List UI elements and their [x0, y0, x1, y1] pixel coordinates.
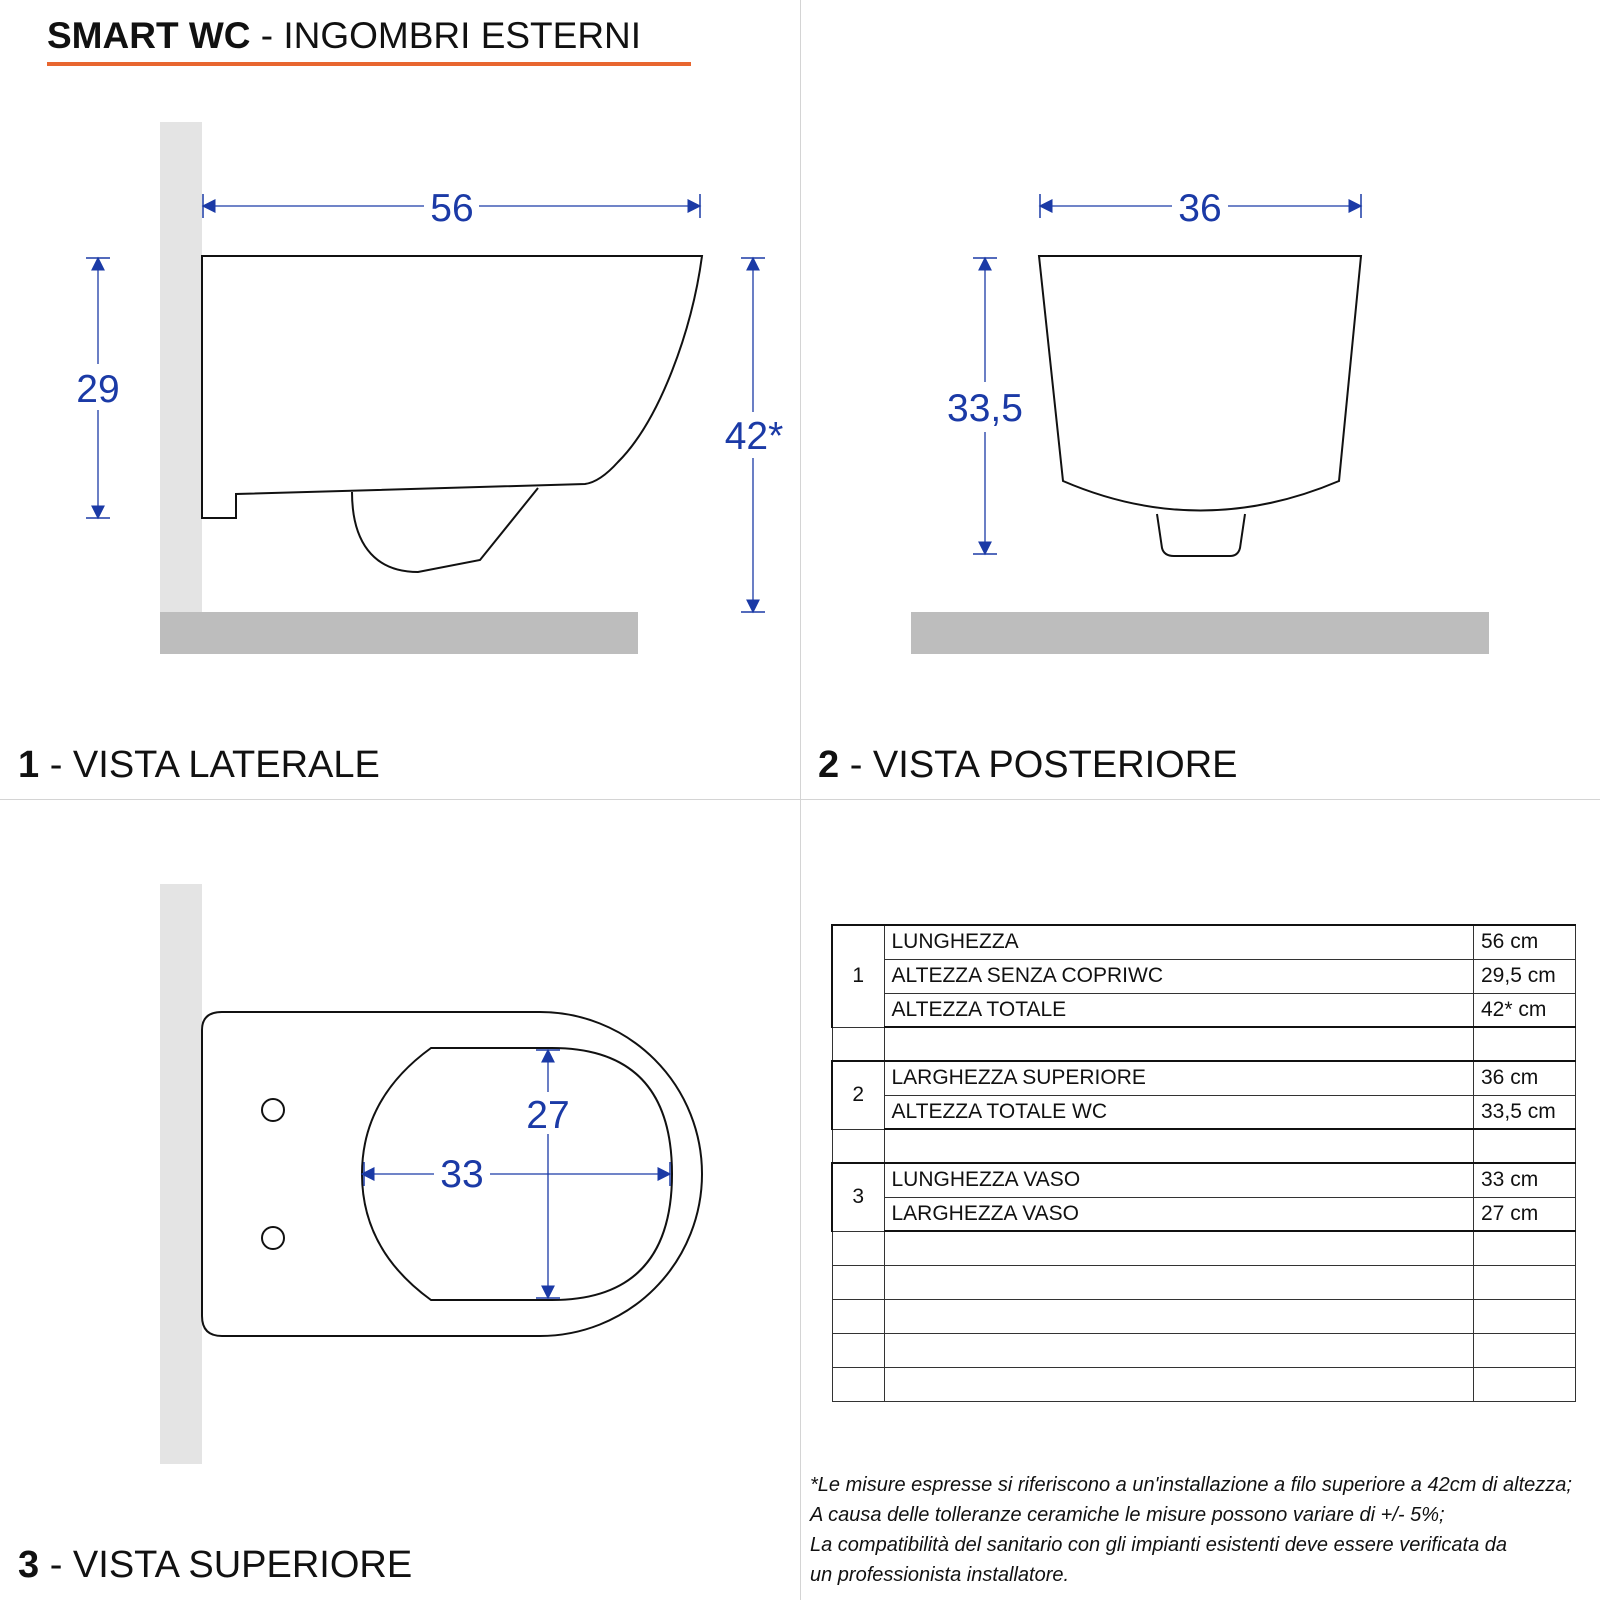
group-number: 1: [832, 925, 884, 1027]
rear-view: [911, 187, 1489, 654]
table-row: [832, 1197, 1576, 1231]
wc-rear-outlet: [1157, 514, 1245, 556]
title-brand: SMART WC: [47, 15, 251, 56]
footnote-line: *Le misure espresse si riferiscono a un'installazione a filo superiore a 42cm di altezza;: [810, 1474, 1572, 1496]
table-row: [832, 1095, 1576, 1129]
side-view: [76, 122, 783, 654]
title-separator: -: [250, 15, 284, 56]
view-label-top: 3 - VISTA SUPERIORE: [18, 1544, 413, 1586]
table-row: [832, 925, 1576, 959]
row-value: 33 cm: [1474, 1163, 1576, 1197]
dim-side-total-height: 42*: [724, 415, 784, 458]
fixing-hole: [262, 1099, 284, 1121]
table-row-empty: [832, 1265, 1576, 1299]
wc-rear-outline: [1039, 256, 1361, 511]
row-label: ALTEZZA TOTALE: [884, 993, 1474, 1027]
row-value: 29,5 cm: [1474, 959, 1576, 993]
footnote-line: La compatibilità del sanitario con gli impianti esistenti deve essere verificata da: [810, 1534, 1508, 1556]
row-label: LARGHEZZA SUPERIORE: [884, 1061, 1474, 1095]
dim-top-length: 33: [440, 1153, 484, 1196]
row-label: LUNGHEZZA VASO: [884, 1163, 1474, 1197]
dim-rear-height: 33,5: [947, 387, 1023, 430]
row-label: LARGHEZZA VASO: [884, 1197, 1474, 1231]
top-view: [160, 884, 702, 1464]
wc-side-outline: [202, 256, 702, 518]
table-row: [832, 993, 1576, 1027]
table-row-empty: [832, 1129, 1576, 1163]
wall: [160, 884, 202, 1464]
dim-side-height: 29: [76, 368, 120, 411]
dim-side-length: 56: [430, 187, 474, 230]
footnote-line: A causa delle tolleranze ceramiche le misure possono variare di +/- 5%;: [810, 1504, 1445, 1526]
group-number: 3: [832, 1163, 884, 1231]
fixing-hole: [262, 1227, 284, 1249]
view-label-rear: 2 - VISTA POSTERIORE: [818, 744, 1238, 786]
dim-rear-width: 36: [1178, 187, 1222, 230]
row-label: LUNGHEZZA: [884, 925, 1474, 959]
row-value: 36 cm: [1474, 1061, 1576, 1095]
floor: [911, 612, 1489, 654]
group-number: 2: [832, 1061, 884, 1129]
wc-side-bowl: [352, 488, 538, 572]
floor: [160, 612, 638, 654]
table-row: [832, 1061, 1576, 1095]
table-row-empty: [832, 1367, 1576, 1401]
row-label: ALTEZZA SENZA COPRIWC: [884, 959, 1474, 993]
dim-top-width: 27: [526, 1094, 570, 1137]
row-value: 33,5 cm: [1474, 1095, 1576, 1129]
title-subtitle: INGOMBRI ESTERNI: [283, 15, 642, 56]
row-value: 56 cm: [1474, 925, 1576, 959]
footnote-line: un professionista installatore.: [810, 1564, 1070, 1586]
row-value: 27 cm: [1474, 1197, 1576, 1231]
view-label-side: 1 - VISTA LATERALE: [18, 744, 380, 786]
table-row-empty: [832, 1027, 1576, 1061]
table-row: [832, 959, 1576, 993]
table-row: [832, 1163, 1576, 1197]
footnotes: [810, 1470, 1600, 1590]
row-label: ALTEZZA TOTALE WC: [884, 1095, 1474, 1129]
table-row-empty: [832, 1333, 1576, 1367]
dimensions-table: [831, 924, 1576, 1402]
table-row-empty: [832, 1231, 1576, 1265]
wall: [160, 122, 202, 612]
row-value: 42* cm: [1474, 993, 1576, 1027]
table-row-empty: [832, 1299, 1576, 1333]
